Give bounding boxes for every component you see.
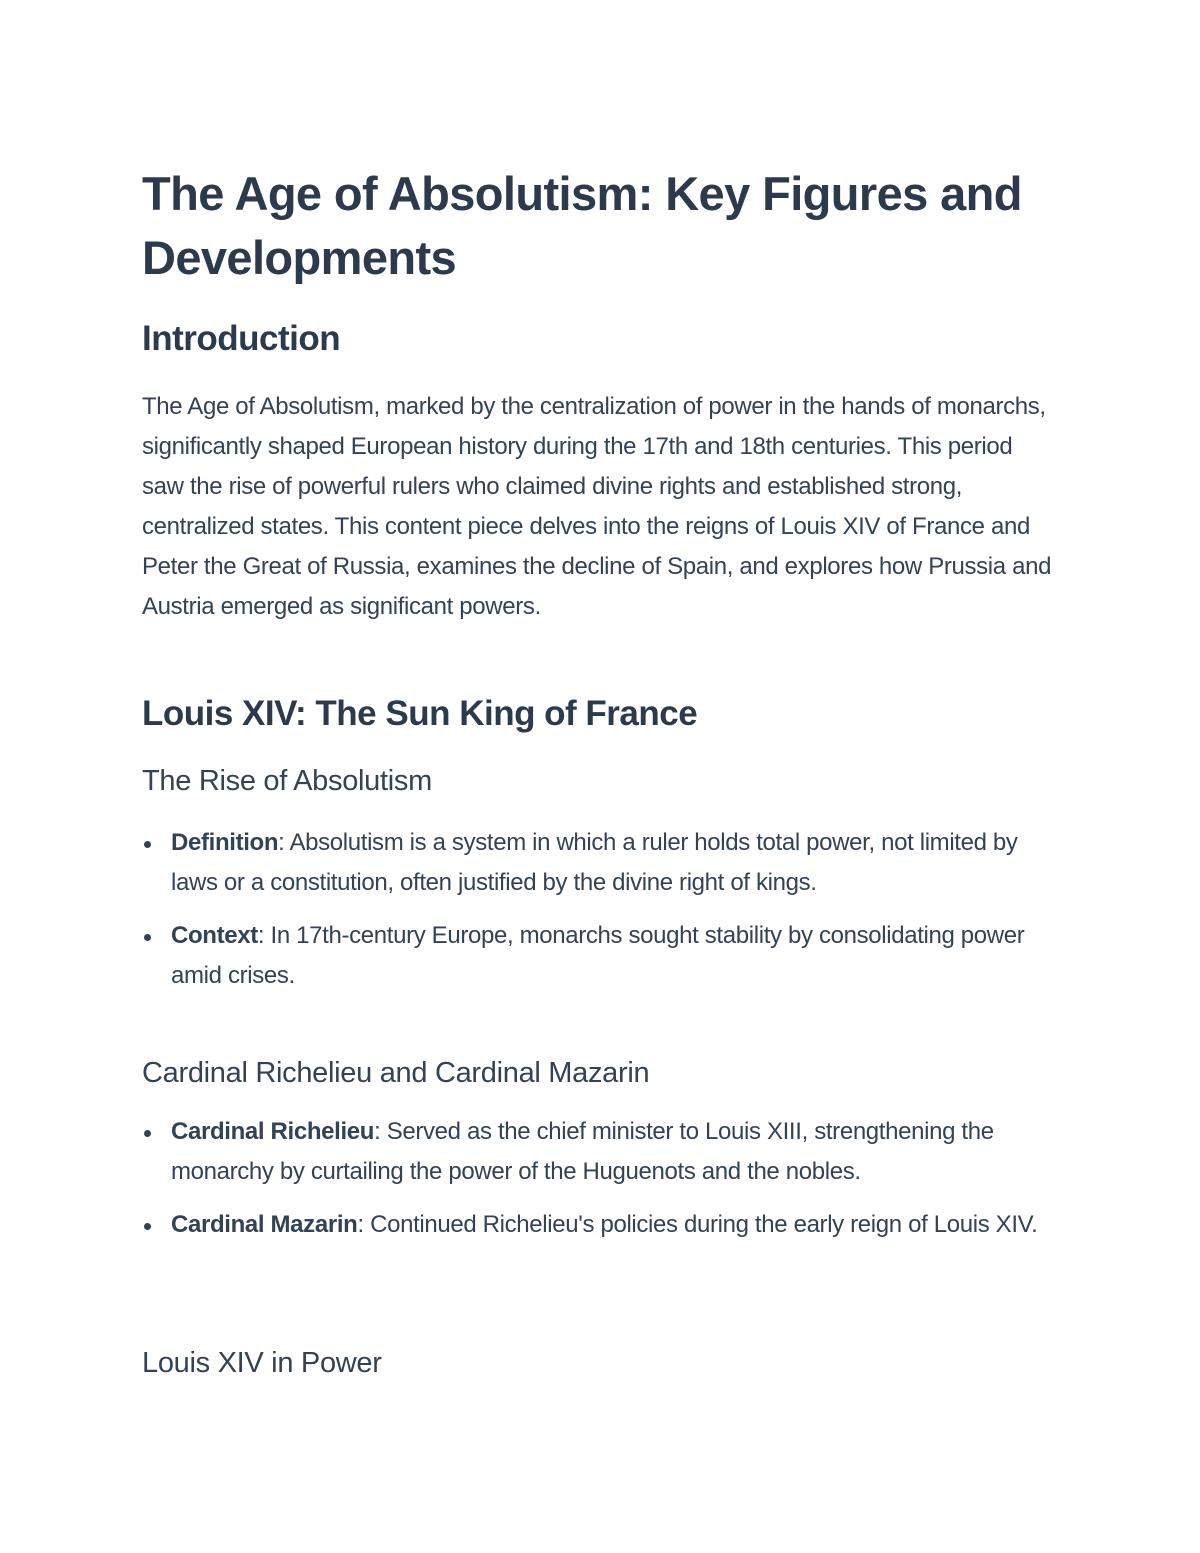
cardinals-heading: Cardinal Richelieu and Cardinal Mazarin (142, 1057, 650, 1089)
bullet-icon (144, 1223, 151, 1230)
bullet-term: Cardinal Mazarin (171, 1211, 358, 1238)
bullet-term: Context (171, 922, 258, 949)
louis-in-power-heading: Louis XIV in Power (142, 1347, 382, 1379)
bullet-text: : Absolutism is a system in which a ruler holds total power, not limited by laws or a constitution, often justified by the divine right of kings. (171, 829, 1018, 896)
introduction-heading: Introduction (142, 319, 341, 358)
list-item (142, 1205, 1062, 1245)
rise-of-absolutism-heading: The Rise of Absolutism (142, 765, 432, 797)
bullet-text: : Continued Richelieu's policies during the early reign of Louis XIV. (357, 1211, 1038, 1238)
louis-section-heading: Louis XIV: The Sun King of France (142, 694, 698, 733)
bullet-text: : In 17th-century Europe, monarchs sought stability by consolidating power amid crises. (171, 922, 1025, 989)
bullet-icon (144, 1130, 151, 1137)
list-item (142, 1112, 1062, 1192)
bullet-term: Definition (171, 829, 279, 856)
list-item (142, 916, 1062, 996)
introduction-paragraph: The Age of Absolutism, marked by the centralization of power in the hands of monarchs, significantly shaped European history during the 17th and 18th centuries. This period saw the rise of powerful rulers who claimed divine rights and established strong, centralized states. This content piece delves into the reigns of Louis XIV of France and Peter the Great of Russia, examines the decline of Spain, and explores how Prussia and Austria emerged as significant powers. (142, 393, 1052, 620)
bullet-icon (144, 934, 151, 941)
bullet-icon (144, 841, 151, 848)
bullet-text: : Served as the chief minister to Louis XIII, strengthening the monarchy by curtailing the power of the Huguenots and the nobles. (171, 1118, 994, 1185)
rise-bullet-list (142, 823, 1062, 996)
bullet-term: Cardinal Richelieu (171, 1118, 375, 1145)
document-title: The Age of Absolutism: Key Figures and Developments (142, 167, 1022, 284)
list-item (142, 823, 1062, 903)
cardinals-bullet-list (142, 1112, 1062, 1245)
